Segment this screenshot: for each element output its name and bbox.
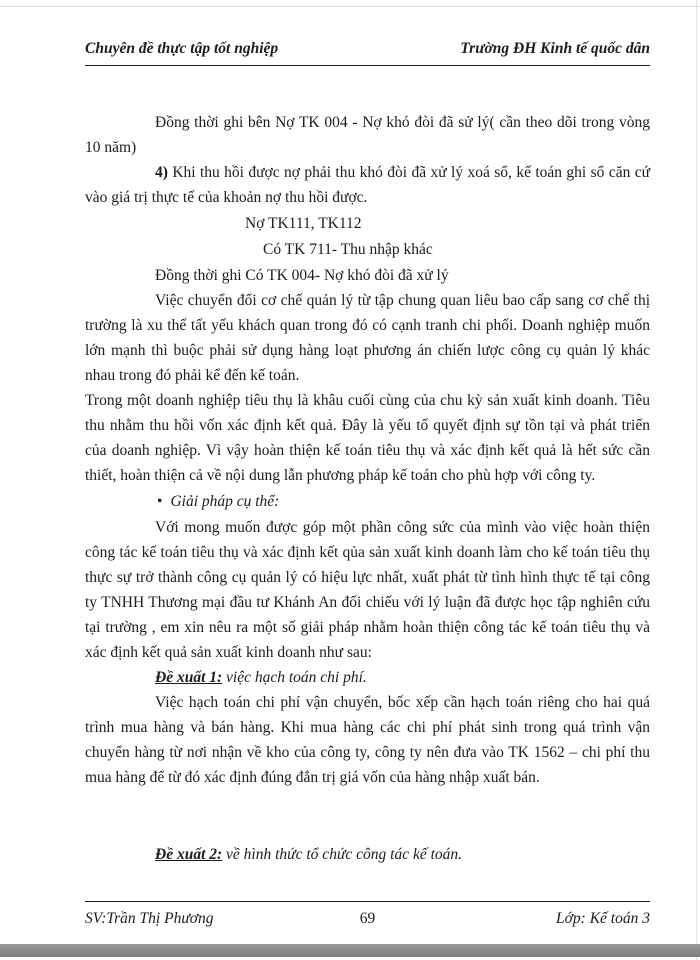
step-4-number: 4): [155, 164, 168, 181]
account-line-debit: Nợ TK111, TK112: [245, 215, 362, 232]
proposal-2-title: về hình thức tổ chức công tác kế toán.: [222, 846, 463, 863]
proposal-2-label: Đề xuất 2:: [155, 846, 223, 863]
paragraph-mechanism-change: Việc chuyển đổi cơ chế quản lý từ tập chung quan liêu bao cấp sang cơ chế thị trường là xu thế tất yếu khách quan trong đó có cạnh tranh chi phối. Doanh nghiệp muốn lớn mạnh thì buộc phải sử dụng hàng loạt phương án chiến lược công cụ quản lý khác nhau trong đó phải kể đến kế toán.: [85, 292, 650, 384]
scan-edge-top: [0, 6, 700, 7]
footer-page-number: 69: [359, 910, 376, 927]
account-line-credit: Có TK 711- Thu nhập khác: [263, 241, 433, 258]
paragraph-step-4: [85, 160, 650, 210]
paragraph-debit-note: Đồng thời ghi bên Nợ TK 004 - Nợ khó đòi đã sử lý( cần theo dõi trong vòng 10 năm): [85, 114, 650, 156]
page-header: [85, 40, 650, 66]
proposal-1-heading: [85, 665, 650, 690]
footer-student-name: SV:Trần Thị Phương: [85, 910, 214, 927]
proposal-1-title: việc hạch toán chi phí.: [222, 669, 367, 686]
document-body: [85, 110, 650, 867]
footer-class-name: Lớp: Kế toán 3: [556, 910, 650, 927]
bullet-heading-solutions: [85, 489, 650, 514]
bullet-heading-text: Giải pháp cụ thể:: [170, 493, 280, 510]
proposal-2-heading: [85, 842, 650, 867]
header-course-title: Chuyên đề thực tập tốt nghiệp: [85, 40, 279, 57]
paragraph-credit-note: Đồng thời ghi Có TK 004- Nợ khó đòi đã xử lý: [155, 267, 449, 284]
proposal-1-label: Đề xuất 1:: [155, 669, 223, 686]
scan-edge-bottom: [0, 944, 700, 957]
page-content: [85, 40, 650, 867]
header-university-name: Trường ĐH Kinh tế quốc dân: [460, 40, 650, 57]
page-footer: [85, 901, 650, 928]
paragraph-cost-accounting: Việc hạch toán chi phí vận chuyển, bốc xếp cần hạch toán riêng cho hai quá trình mua hàng và bán hàng. Khi mua hàng các chi phí phát sinh trong quá trình vận chuyển hàng từ nơi nhận về kho của công ty, công ty nên đưa vào TK 1562 – chi phí thu mua hàng để từ đó xác định đúng đắn trị giá vốn của hàng nhập xuất bán.: [85, 694, 650, 786]
step-4-text: Khi thu hồi được nợ phải thu khó đòi đã xử lý xoá sổ, kế toán ghi sổ căn cứ vào giá trị thực tế của khoản nợ thu hồi được.: [85, 164, 650, 206]
paragraph-consumption-role: Trong một doanh nghiệp tiêu thụ là khâu cuối cùng của chu kỳ sản xuất kinh doanh. Tiêu thu nhằm thu hồi vốn xác định kết quả. Đây là yếu tố quyết định sự tồn tại và phát triển của doanh nghiệp. Vì vậy hoàn thiện kế toán tiêu thụ và xác định kết quả là hết sức cần thiết, hoàn thiện cả về nội dung lẫn phương pháp kế toán cho phù hợp với công ty.: [85, 392, 650, 484]
scan-edge-right: [696, 0, 697, 960]
paragraph-motivation: Với mong muốn được góp một phần công sức của mình vào việc hoàn thiện công tác kế toán tiêu thụ và xác định kết qủa sản xuất kinh doanh làm cho kế toán tiêu thụ thực sự trở thành công cụ quản lý có hiệu lực nhất, xuất phát từ tình hình thực tế tại công ty TNHH Thương mại đầu tư Khánh An đối chiếu với lý luận đã được học tập nghiên cứu tại trường , em xin nêu ra một số giải pháp nhằm hoàn thiện công tác kế toán tiêu thụ và xác định kết quả sản xuất kinh doanh như sau:: [85, 519, 650, 661]
bullet-icon: •: [157, 493, 163, 510]
